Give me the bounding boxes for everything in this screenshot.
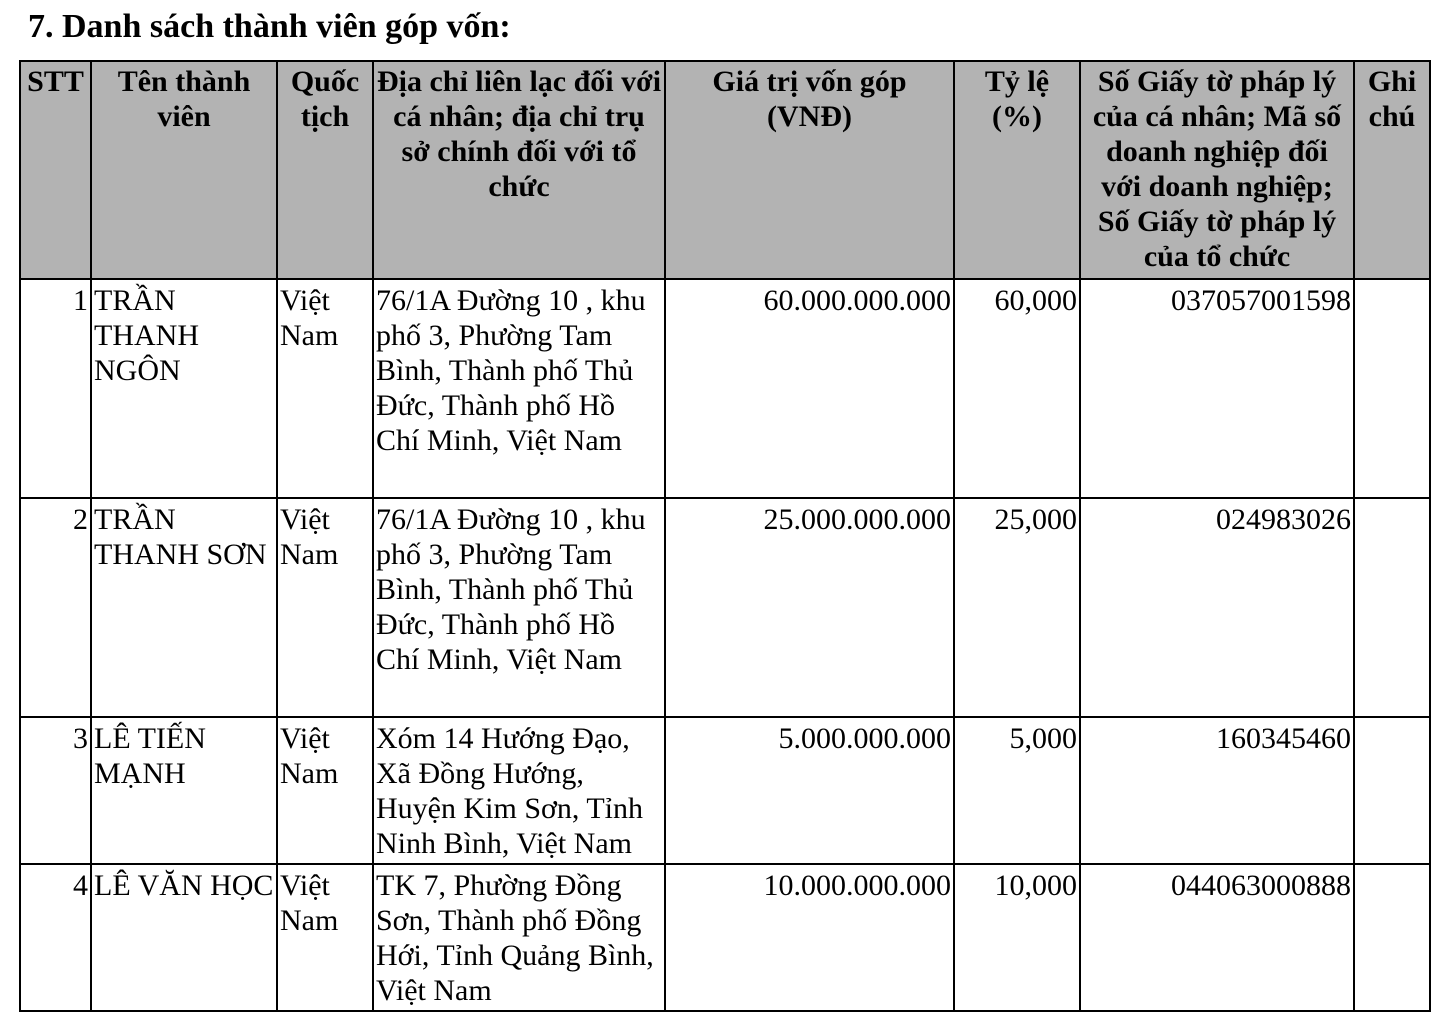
table-row — [20, 717, 1430, 864]
column-header-address: Địa chỉ liên lạc đối với cá nhân; địa chỉ trụ sở chính đối với tổ chức — [373, 61, 665, 279]
cell-ratio: 5,000 — [954, 717, 1080, 864]
cell-stt: 2 — [20, 498, 91, 717]
column-header-note: Ghi chú — [1354, 61, 1430, 279]
cell-member-name: LÊ TIẾN MẠNH — [91, 717, 277, 864]
cell-ratio: 60,000 — [954, 279, 1080, 498]
cell-stt: 4 — [20, 864, 91, 1011]
cell-nationality: Việt Nam — [277, 717, 373, 864]
table-header-row — [20, 61, 1430, 279]
cell-document-number: 160345460 — [1080, 717, 1354, 864]
cell-nationality: Việt Nam — [277, 498, 373, 717]
cell-document-number: 037057001598 — [1080, 279, 1354, 498]
column-header-member-name: Tên thành viên — [91, 61, 277, 279]
cell-address: TK 7, Phường Đồng Sơn, Thành phố Đồng Hới, Tỉnh Quảng Bình, Việt Nam — [373, 864, 665, 1011]
cell-stt: 1 — [20, 279, 91, 498]
cell-address: 76/1A Đường 10 , khu phố 3, Phường Tam Bình, Thành phố Thủ Đức, Thành phố Hồ Chí Minh, Việt Nam — [373, 279, 665, 498]
table-row — [20, 498, 1430, 717]
cell-document-number: 044063000888 — [1080, 864, 1354, 1011]
cell-stt: 3 — [20, 717, 91, 864]
cell-note — [1354, 717, 1430, 864]
cell-capital: 10.000.000.000 — [665, 864, 954, 1011]
cell-member-name: TRẦN THANH NGÔN — [91, 279, 277, 498]
cell-note — [1354, 864, 1430, 1011]
column-header-ratio: Tỷ lệ (%) — [954, 61, 1080, 279]
cell-address: 76/1A Đường 10 , khu phố 3, Phường Tam Bình, Thành phố Thủ Đức, Thành phố Hồ Chí Minh, Việt Nam — [373, 498, 665, 717]
cell-document-number: 024983026 — [1080, 498, 1354, 717]
cell-ratio: 10,000 — [954, 864, 1080, 1011]
cell-capital: 5.000.000.000 — [665, 717, 954, 864]
table-row — [20, 864, 1430, 1011]
cell-nationality: Việt Nam — [277, 864, 373, 1011]
cell-note — [1354, 279, 1430, 498]
cell-note — [1354, 498, 1430, 717]
table-row — [20, 279, 1430, 498]
cell-capital: 60.000.000.000 — [665, 279, 954, 498]
cell-member-name: TRẦN THANH SƠN — [91, 498, 277, 717]
column-header-nationality: Quốc tịch — [277, 61, 373, 279]
column-header-capital: Giá trị vốn góp (VNĐ) — [665, 61, 954, 279]
cell-capital: 25.000.000.000 — [665, 498, 954, 717]
column-header-document-number: Số Giấy tờ pháp lý của cá nhân; Mã số doanh nghiệp đối với doanh nghiệp; Số Giấy tờ pháp lý của tổ chức — [1080, 61, 1354, 279]
cell-ratio: 25,000 — [954, 498, 1080, 717]
column-header-stt: STT — [20, 61, 91, 279]
cell-nationality: Việt Nam — [277, 279, 373, 498]
section-title: 7. Danh sách thành viên góp vốn: — [28, 8, 511, 45]
cell-member-name: LÊ VĂN HỌC — [91, 864, 277, 1011]
members-table — [19, 60, 1431, 1012]
cell-address: Xóm 14 Hướng Đạo, Xã Đồng Hướng, Huyện Kim Sơn, Tỉnh Ninh Bình, Việt Nam — [373, 717, 665, 864]
